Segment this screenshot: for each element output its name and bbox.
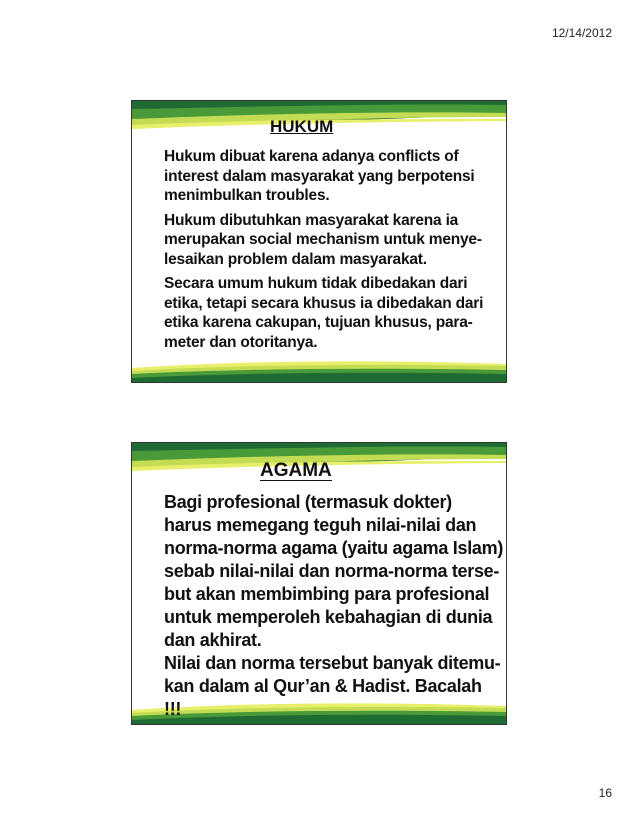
paragraph <box>164 147 496 206</box>
text-line: Bagi profesional (termasuk dokter) <box>164 492 452 512</box>
text-line: kan dalam al Qur’an & Hadist. Bacalah <box>164 676 482 696</box>
text-line: interest dalam masyarakat yang berpotensi <box>164 167 475 185</box>
text-line: harus memegang teguh nilai-nilai dan <box>164 515 477 535</box>
slide-hukum <box>131 100 507 383</box>
paragraph <box>164 274 496 352</box>
text-line: dan akhirat. <box>164 630 262 650</box>
text-line: !!! <box>164 699 182 719</box>
slide-title: HUKUM <box>270 117 334 136</box>
page-number: 16 <box>598 786 612 800</box>
text-line: sebab nilai-nilai dan norma-norma terse- <box>164 561 500 581</box>
slide-body <box>164 491 504 721</box>
text-line: merupakan social mechanism untuk menye- <box>164 231 482 248</box>
text-line: norma-norma agama (yaitu agama Islam) <box>164 538 504 558</box>
paragraph <box>164 491 504 652</box>
slide-agama <box>131 442 507 725</box>
print-date: 12/14/2012 <box>551 26 612 40</box>
paragraph <box>164 211 496 270</box>
text-line: etika, tetapi secara khusus ia dibedakan dari <box>164 294 484 312</box>
text-line: Hukum dibuat karena adanya conflicts of <box>164 148 459 165</box>
text-line: lesaikan problem dalam masyarakat. <box>164 250 427 268</box>
text-line: but akan membimbing para profesional <box>164 584 490 604</box>
text-line: Nilai dan norma tersebut banyak ditemu- <box>164 653 501 673</box>
text-line: meter dan otoritanya. <box>164 333 318 351</box>
slide-title: AGAMA <box>260 460 332 481</box>
text-line: Hukum dibutuhkan masyarakat karena ia <box>164 211 459 229</box>
text-line: menimbulkan troubles. <box>164 187 330 204</box>
text-line: Secara umum hukum tidak dibedakan dari <box>164 275 468 292</box>
text-line: etika karena cakupan, tujuan khusus, para- <box>164 314 473 331</box>
paragraph <box>164 652 501 721</box>
slide-body <box>164 147 496 357</box>
text-line: untuk memperoleh kebahagian di dunia <box>164 607 493 627</box>
slide-footer-band <box>132 358 506 382</box>
